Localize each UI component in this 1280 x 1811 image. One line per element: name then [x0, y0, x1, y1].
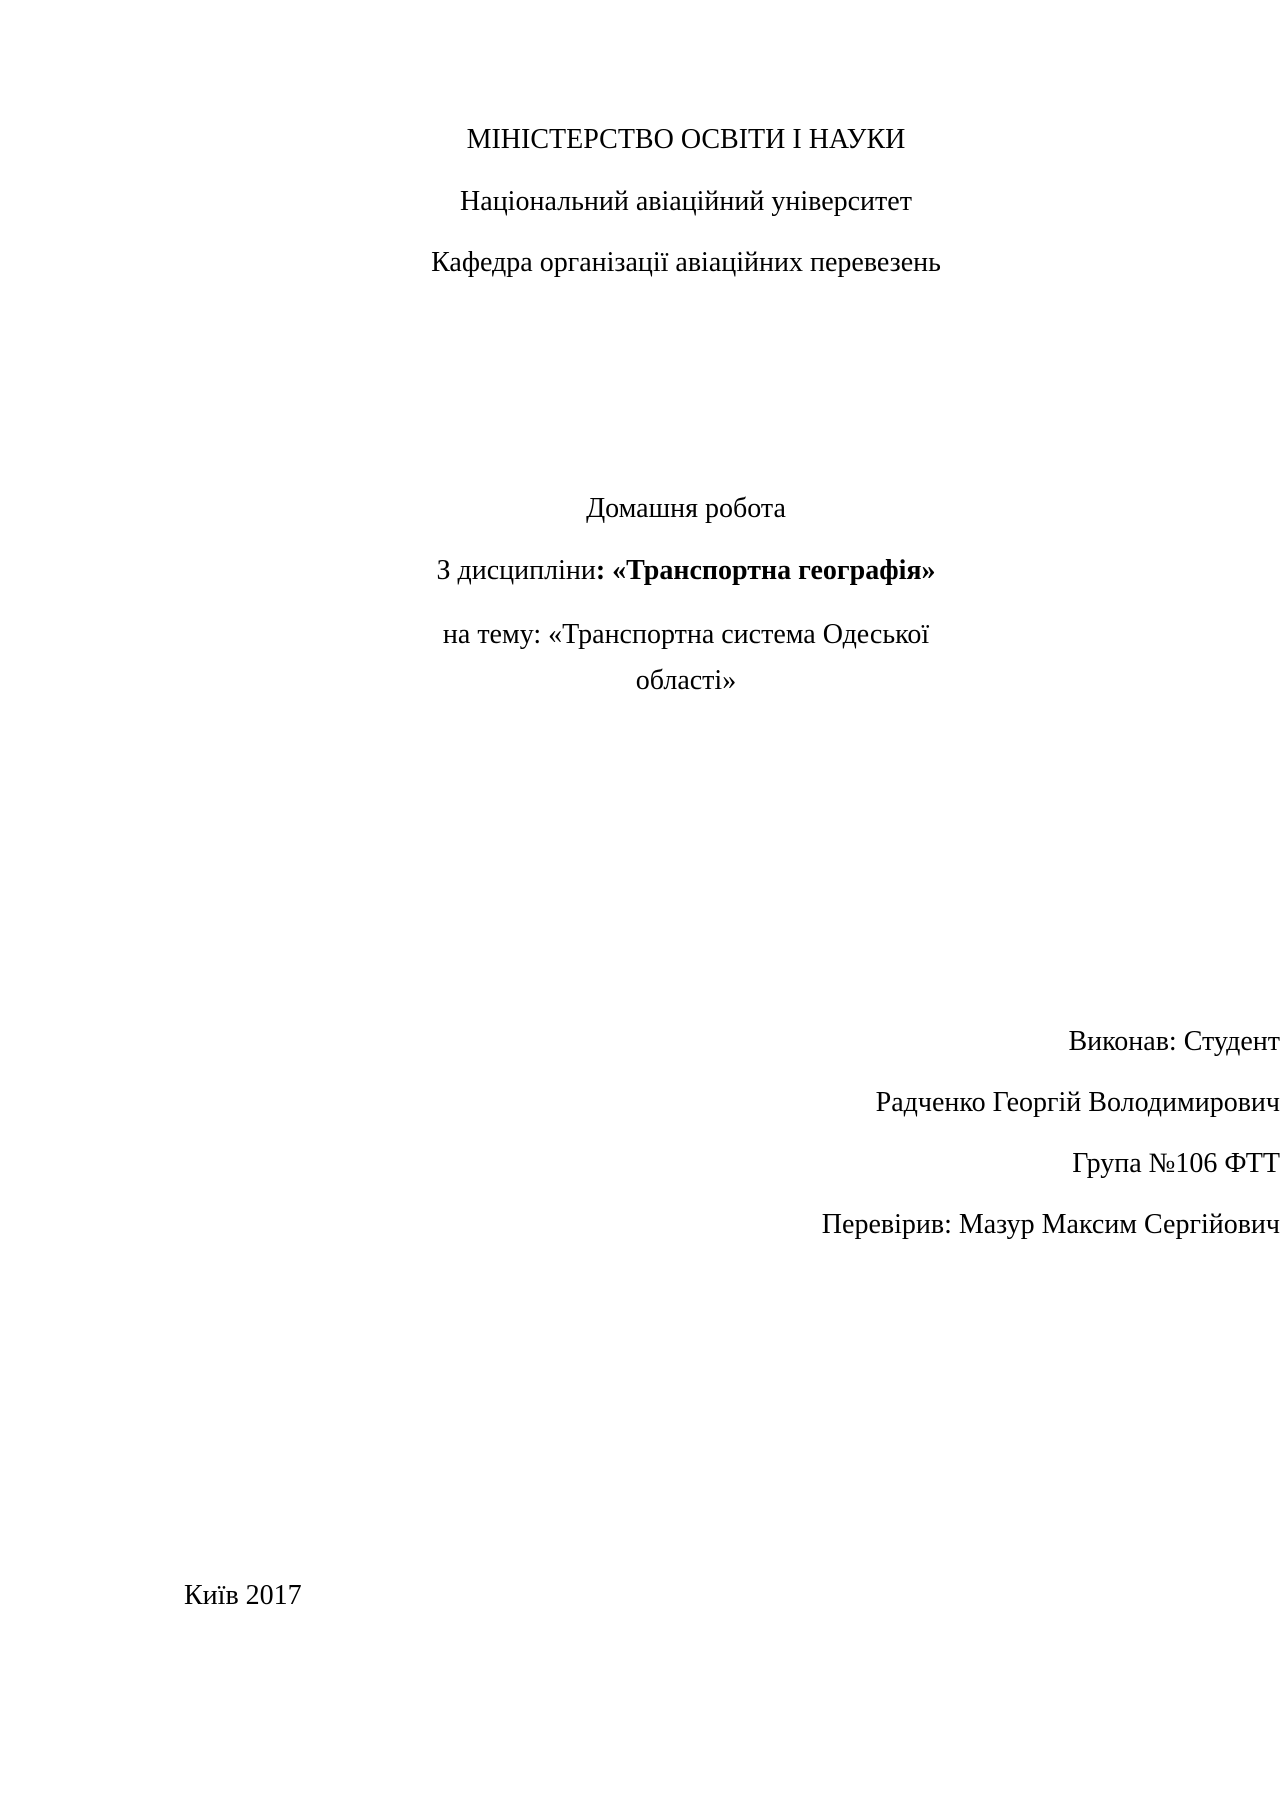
- student-name: Радченко Георгій Володимирович: [875, 1087, 1280, 1118]
- topic-text: на тему: «Транспортна система Одеської області»: [442, 619, 930, 696]
- ministry-heading: МІНІСТЕРСТВО ОСВІТИ І НАУКИ: [466, 124, 906, 155]
- group-number: Група №106 ФТТ: [1072, 1148, 1280, 1179]
- work-type: Домашня робота: [586, 493, 786, 524]
- department-name: Кафедра організації авіаційних перевезень: [431, 247, 941, 278]
- performed-by: Виконав: Студент: [1068, 1026, 1280, 1057]
- checked-by: Перевірив: Мазур Максим Сергійович: [821, 1209, 1280, 1240]
- university-name: Національний авіаційний університет: [460, 186, 912, 217]
- city-year: Київ 2017: [184, 1580, 302, 1611]
- discipline-name: : «Транспортна географія»: [595, 555, 936, 586]
- discipline-prefix: З дисципліни: [436, 555, 596, 586]
- topic-block: [0, 612, 1280, 704]
- discipline-line: [0, 555, 1280, 587]
